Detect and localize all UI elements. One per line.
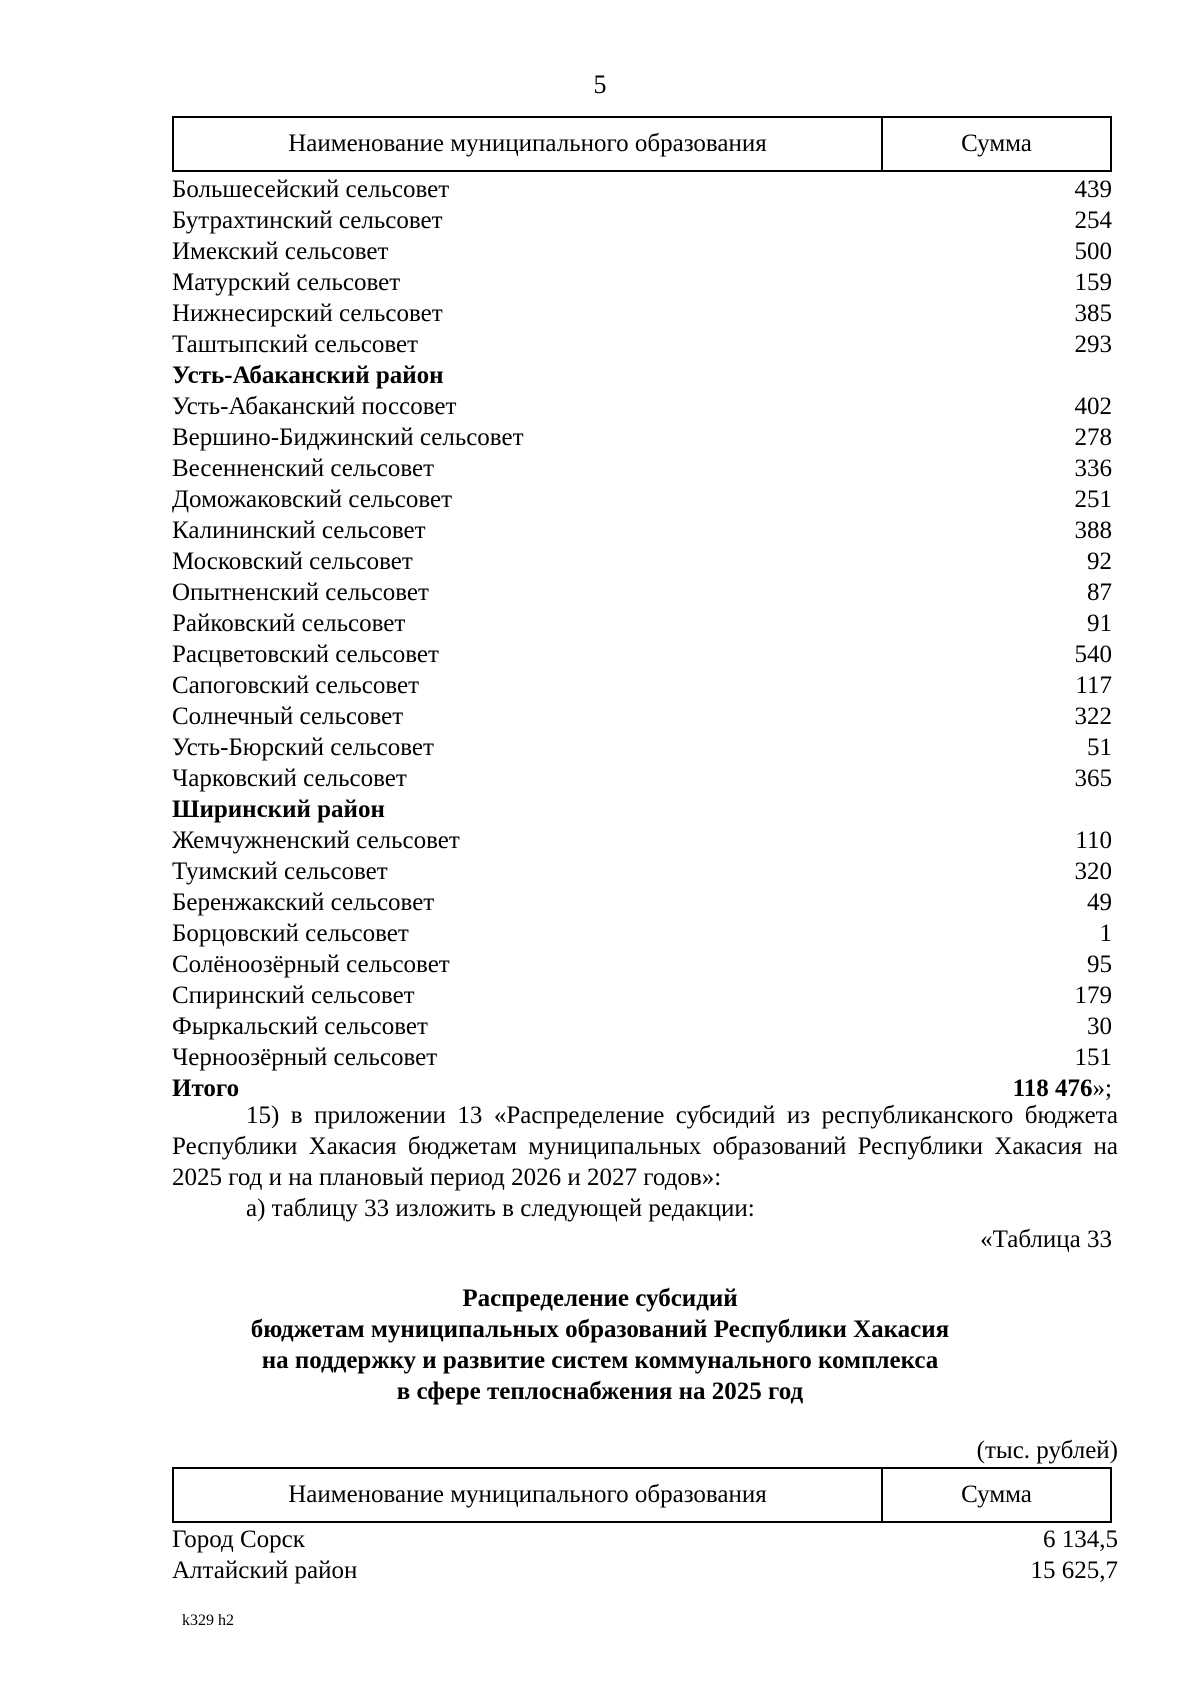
row-name: Большесейский сельсовет — [172, 176, 450, 203]
row-name: Сапоговский сельсовет — [172, 672, 420, 699]
row-name: Город Сорск — [172, 1526, 305, 1553]
row-name: Райковский сельсовет — [172, 610, 406, 637]
table-row — [172, 856, 1112, 887]
table-row — [172, 1555, 1118, 1586]
row-name: Жемчужненский сельсовет — [172, 827, 460, 854]
row-name: Чарковский сельсовет — [172, 765, 407, 792]
table-row — [172, 205, 1112, 236]
row-value: 49 — [1087, 889, 1112, 916]
row-value: 336 — [1074, 455, 1112, 482]
row-name: Черноозёрный сельсовет — [172, 1044, 438, 1071]
total-tail: »; — [1092, 1075, 1112, 1102]
row-value: 92 — [1087, 548, 1112, 575]
row-value: 439 — [1074, 176, 1112, 203]
table-row — [172, 298, 1112, 329]
row-name: Спиринский сельсовет — [172, 982, 415, 1009]
row-name: Солёноозёрный сельсовет — [172, 951, 450, 978]
row-name: Борцовский сельсовет — [172, 920, 409, 947]
row-value: 1 — [1099, 920, 1112, 947]
table2-header-name: Наименование муниципального образования — [173, 1468, 882, 1522]
row-value: 110 — [1075, 827, 1112, 854]
table2-header — [172, 1467, 1112, 1523]
row-value: 30 — [1087, 1013, 1112, 1040]
row-name: Имекский сельсовет — [172, 238, 389, 265]
table-row — [172, 267, 1112, 298]
total-value: 118 476 — [1012, 1075, 1093, 1102]
row-name: Таштыпский сельсовет — [172, 331, 418, 358]
row-name: Московский сельсовет — [172, 548, 413, 575]
title-line-4: в сфере теплоснабжения на 2025 год — [396, 1378, 804, 1405]
row-name: Бутрахтинский сельсовет — [172, 207, 443, 234]
row-name: Доможаковский сельсовет — [172, 486, 453, 513]
table-title — [0, 1283, 1200, 1407]
title-line-3: на поддержку и развитие систем коммунального комплекса — [261, 1347, 939, 1374]
row-value: 320 — [1074, 858, 1112, 885]
row-value: 388 — [1074, 517, 1112, 544]
table-label: «Таблица 33 — [980, 1226, 1112, 1253]
row-name: Алтайский район — [172, 1557, 358, 1584]
paragraph-15: 15) в приложении 13 «Распределение субсидий из республиканского бюджета Республики Хакасия бюджетам муниципальных образований Республики Хакасия на 2025 год и на плановый период 2026 и 2027 годов»: — [172, 1102, 1118, 1191]
table-row — [172, 763, 1112, 794]
table-row — [172, 1042, 1112, 1073]
row-value: 293 — [1074, 331, 1112, 358]
total-label: Итого — [172, 1075, 240, 1102]
table1-body — [172, 174, 1112, 1104]
table2-header-sum: Сумма — [882, 1468, 1111, 1522]
row-name: Опытненский сельсовет — [172, 579, 429, 606]
row-name: Ширинский район — [172, 796, 385, 823]
table1-header-name: Наименование муниципального образования — [173, 117, 882, 171]
table-row — [172, 174, 1112, 205]
row-value: 251 — [1074, 486, 1112, 513]
row-value: 159 — [1074, 269, 1112, 296]
row-value: 278 — [1074, 424, 1112, 451]
table-row — [172, 546, 1112, 577]
table-row — [172, 453, 1112, 484]
table-row — [172, 825, 1112, 856]
table-row — [172, 515, 1112, 546]
title-line-1: Распределение субсидий — [462, 1285, 738, 1312]
table-row — [172, 639, 1112, 670]
table-row — [172, 484, 1112, 515]
table1-header-sum: Сумма — [882, 117, 1111, 171]
row-value: 6 134,5 — [1043, 1526, 1118, 1553]
row-value: 87 — [1087, 579, 1112, 606]
row-name: Усть-Абаканский район — [172, 362, 444, 389]
row-value: 540 — [1074, 641, 1112, 668]
row-value: 402 — [1074, 393, 1112, 420]
table-row — [172, 887, 1112, 918]
row-name: Матурский сельсовет — [172, 269, 401, 296]
table-row — [172, 391, 1112, 422]
table-row — [172, 949, 1112, 980]
table-row — [172, 1011, 1112, 1042]
table1-header — [172, 116, 1112, 172]
units-label: (тыс. рублей) — [976, 1437, 1118, 1464]
row-value: 365 — [1074, 765, 1112, 792]
row-value: 95 — [1087, 951, 1112, 978]
row-value: 51 — [1087, 734, 1112, 761]
row-name: Усть-Бюрский сельсовет — [172, 734, 434, 761]
title-line-2: бюджетам муниципальных образований Республики Хакасия — [250, 1316, 950, 1343]
row-name: Усть-Абаканский поссовет — [172, 393, 457, 420]
table-row — [172, 918, 1112, 949]
row-value: 179 — [1074, 982, 1112, 1009]
row-name: Вершино-Биджинский сельсовет — [172, 424, 524, 451]
row-name: Солнечный сельсовет — [172, 703, 404, 730]
row-name: Фыркальский сельсовет — [172, 1013, 428, 1040]
row-name: Беренжакский сельсовет — [172, 889, 435, 916]
table-row — [172, 329, 1112, 360]
table-row — [172, 577, 1112, 608]
table-row — [172, 236, 1112, 267]
row-value: 385 — [1074, 300, 1112, 327]
paragraph-a: а) таблицу 33 изложить в следующей редакции: — [246, 1195, 755, 1222]
section-heading-row — [172, 794, 1112, 825]
table-row — [172, 422, 1112, 453]
footer-code: k329 h2 — [182, 1612, 234, 1629]
row-name: Весенненский сельсовет — [172, 455, 435, 482]
table-row — [172, 732, 1112, 763]
table-row — [172, 1524, 1118, 1555]
table-row — [172, 670, 1112, 701]
row-value: 117 — [1075, 672, 1112, 699]
row-value: 322 — [1074, 703, 1112, 730]
row-value: 91 — [1087, 610, 1112, 637]
row-value: 254 — [1074, 207, 1112, 234]
row-name: Нижнесирский сельсовет — [172, 300, 443, 327]
row-name: Калининский сельсовет — [172, 517, 426, 544]
row-value: 15 625,7 — [1030, 1557, 1118, 1584]
section-heading-row — [172, 360, 1112, 391]
row-name: Туимский сельсовет — [172, 858, 388, 885]
row-name: Расцветовский сельсовет — [172, 641, 439, 668]
row-value: 500 — [1074, 238, 1112, 265]
page-number: 5 — [593, 70, 607, 99]
table2-body — [172, 1524, 1118, 1586]
table-row — [172, 980, 1112, 1011]
table-row — [172, 701, 1112, 732]
row-value: 151 — [1074, 1044, 1112, 1071]
table-row — [172, 608, 1112, 639]
